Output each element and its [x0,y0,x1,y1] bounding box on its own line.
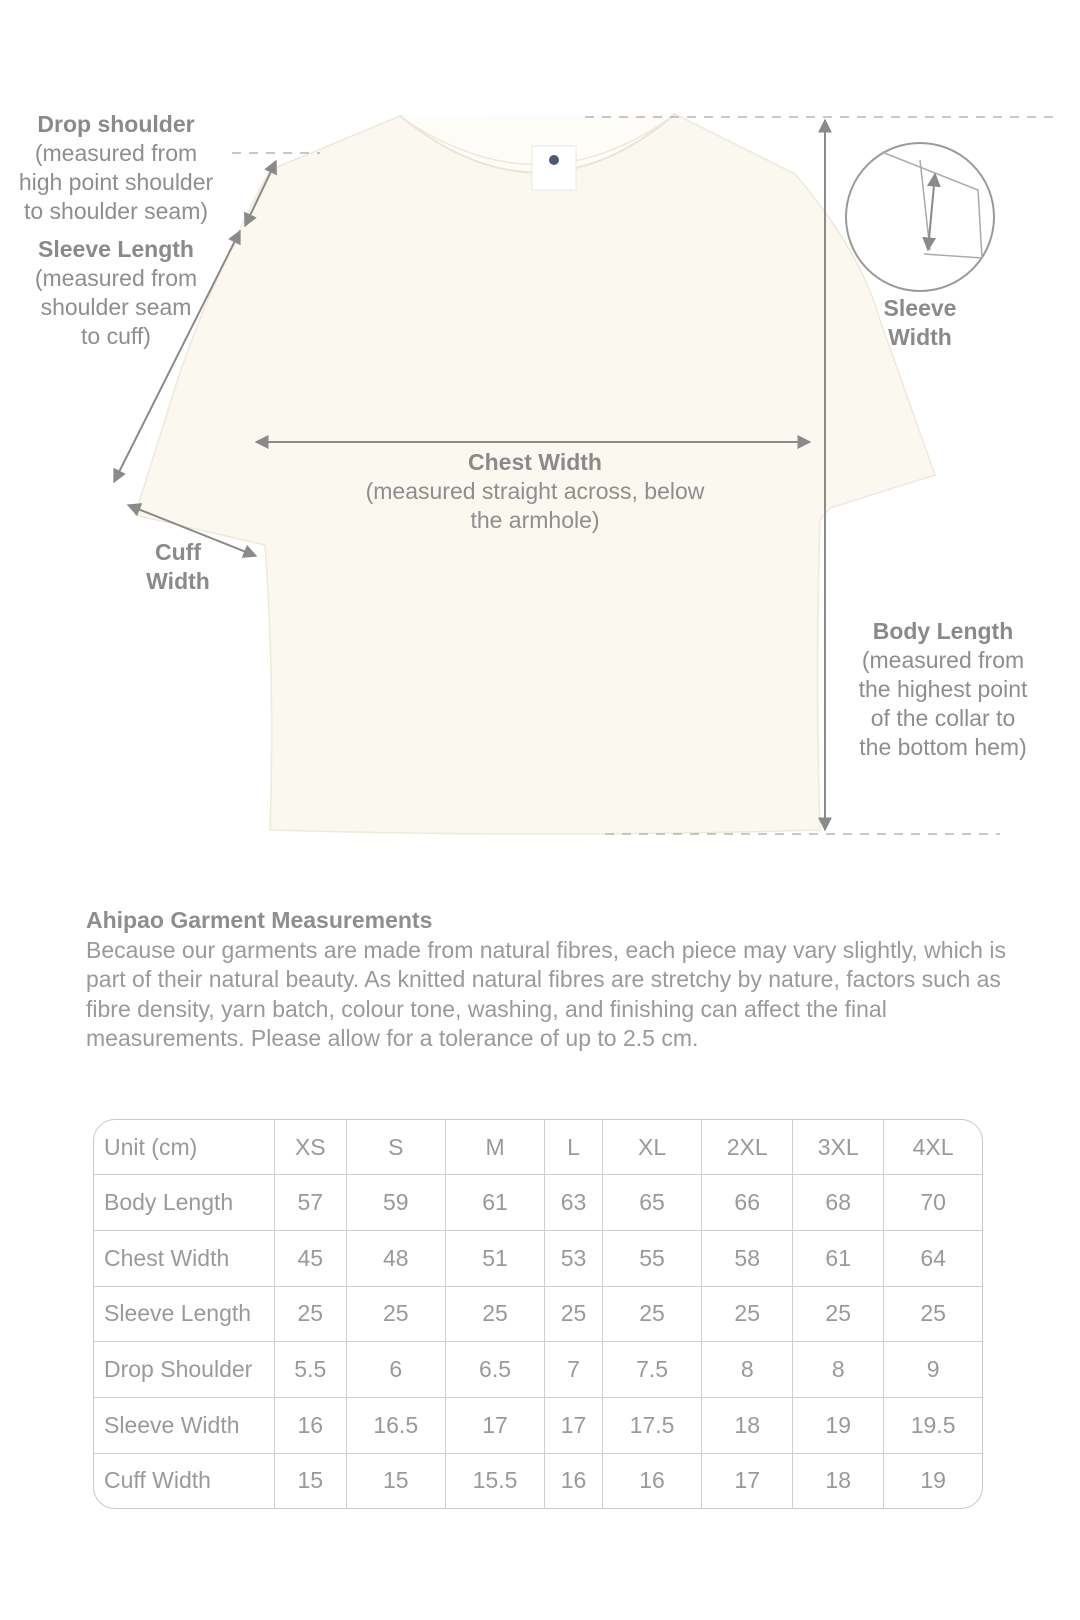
header-l: L [545,1120,603,1175]
table-cell: 18 [702,1398,793,1454]
sleeve-width-title2: Width [888,324,952,350]
table-cell: 65 [602,1175,701,1231]
header-xl: XL [602,1120,701,1175]
table-cell: 45 [275,1230,347,1286]
table-cell: 17 [545,1398,603,1454]
header-3xl: 3XL [793,1120,884,1175]
sleeve-length-label [16,235,216,351]
table-row [94,1175,982,1231]
table-cell: 8 [793,1342,884,1398]
table-cell: 16 [545,1453,603,1508]
table-cell: 68 [793,1175,884,1231]
table-row [94,1453,982,1508]
table-cell: 25 [445,1286,544,1342]
drop-shoulder-title: Drop shoulder [37,111,195,137]
table-cell: 25 [793,1286,884,1342]
table-cell: 7 [545,1342,603,1398]
table-cell: 25 [275,1286,347,1342]
table-row [94,1398,982,1454]
row-label: Drop Shoulder [94,1342,275,1398]
row-label: Sleeve Length [94,1286,275,1342]
table-cell: 17.5 [602,1398,701,1454]
table-cell: 25 [346,1286,445,1342]
sleeve-length-desc: (measured from shoulder seam to cuff) [34,265,198,349]
measurements-intro [86,906,1016,1054]
header-2xl: 2XL [702,1120,793,1175]
header-m: M [445,1120,544,1175]
table-cell: 25 [602,1286,701,1342]
table-cell: 15 [346,1453,445,1508]
body-length-desc: (measured from the highest point of the collar to the bottom hem) [858,647,1028,760]
body-length-title: Body Length [872,618,1014,644]
table-row [94,1342,982,1398]
row-label: Chest Width [94,1230,275,1286]
row-label: Body Length [94,1175,275,1231]
size-table [93,1119,983,1509]
table-cell: 48 [346,1230,445,1286]
intro-body: Because our garments are made from natural fibres, each piece may vary slightly, which is part of their natural beauty. As knitted natural fibres are stretchy by nature, factors such as fibre density, yarn batch, colour tone, washing, and finishing can affect the final measurements. Please allow for a tolerance of up to 2.5 cm. [86,936,1006,1051]
table-cell: 6 [346,1342,445,1398]
table-cell: 16 [602,1453,701,1508]
table-header-row [94,1120,982,1175]
table-cell: 64 [884,1230,982,1286]
table-cell: 18 [793,1453,884,1508]
table-cell: 6.5 [445,1342,544,1398]
table-cell: 17 [702,1453,793,1508]
table-row [94,1230,982,1286]
table-cell: 19.5 [884,1398,982,1454]
table-cell: 16 [275,1398,347,1454]
table-cell: 7.5 [602,1342,701,1398]
cuff-width-title: Cuff [155,539,201,565]
row-label: Sleeve Width [94,1398,275,1454]
table-cell: 15 [275,1453,347,1508]
table-cell: 57 [275,1175,347,1231]
neck-label [532,146,576,190]
header-4xl: 4XL [884,1120,982,1175]
table-cell: 53 [545,1230,603,1286]
table-cell: 15.5 [445,1453,544,1508]
sleeve-width-label [860,294,980,352]
table-cell: 55 [602,1230,701,1286]
table-cell: 61 [793,1230,884,1286]
table-cell: 16.5 [346,1398,445,1454]
table-cell: 9 [884,1342,982,1398]
table-cell: 19 [920,1467,946,1494]
chest-width-title: Chest Width [468,449,602,475]
chest-width-desc: (measured straight across, below the armhole) [365,478,705,533]
cuff-width-title2: Width [146,568,210,594]
table-cell: 25 [884,1286,982,1342]
table-cell: 25 [545,1286,603,1342]
table-cell: 59 [346,1175,445,1231]
intro-title: Ahipao Garment Measurements [86,907,433,933]
table-cell: 51 [445,1230,544,1286]
row-label: Cuff Width [94,1453,275,1508]
table-cell: 70 [884,1175,982,1231]
table-cell: 5.5 [275,1342,347,1398]
drop-shoulder-desc: (measured from high point shoulder to shoulder seam) [18,140,214,224]
table-cell: 58 [702,1230,793,1286]
body-length-label [838,617,1048,762]
table-row [94,1286,982,1342]
table-cell: 63 [545,1175,603,1231]
sleeve-length-title: Sleeve Length [38,236,194,262]
table-cell: 17 [445,1398,544,1454]
chest-width-label [340,448,730,535]
header-s: S [346,1120,445,1175]
sleeve-width-title: Sleeve [883,295,957,321]
header-xs: XS [275,1120,347,1175]
table-cell: 8 [702,1342,793,1398]
drop-shoulder-label [6,110,226,226]
header-unit: Unit (cm) [94,1120,275,1175]
table-cell: 25 [702,1286,793,1342]
table-cell: 19 [793,1398,884,1454]
table-cell: 66 [702,1175,793,1231]
cuff-width-label [128,538,228,596]
table-cell: 61 [445,1175,544,1231]
